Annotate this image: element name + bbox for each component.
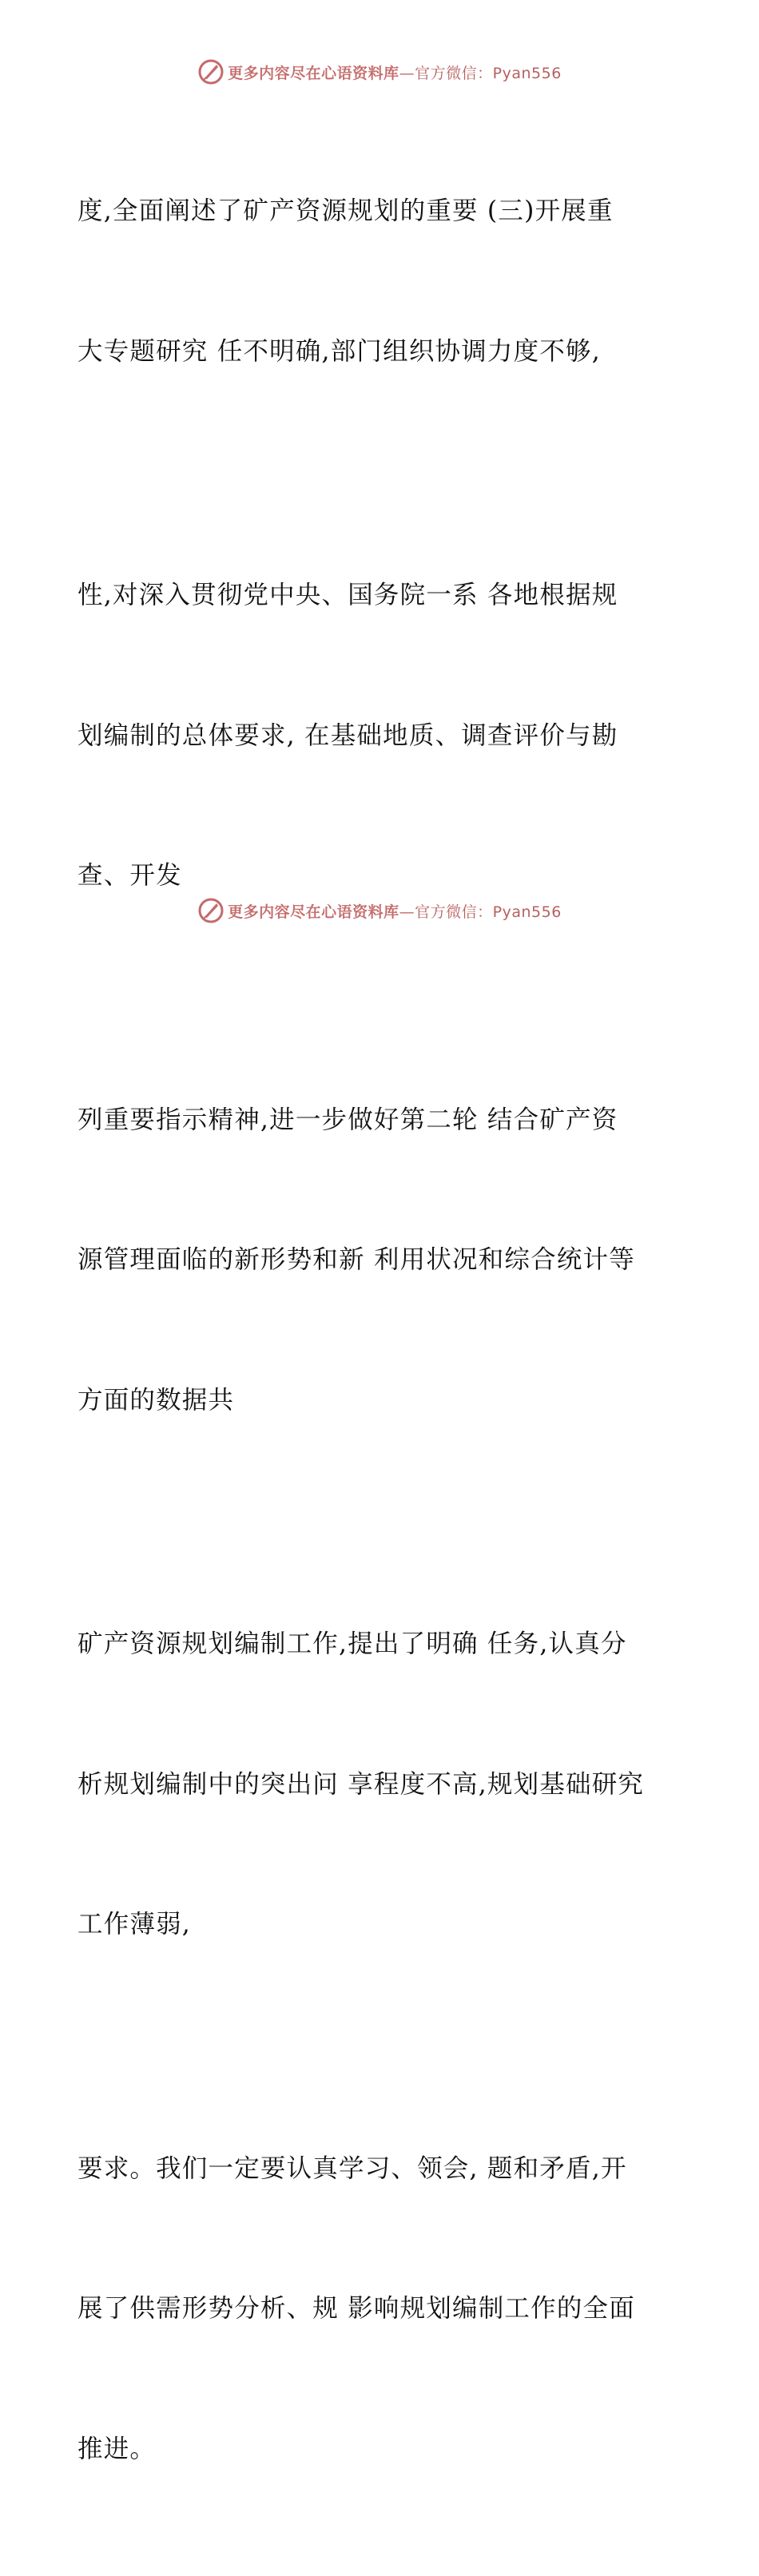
text-line: 度,全面阐述了矿产资源规划的重要 (三)开展重 bbox=[77, 196, 614, 225]
quill-logo-icon bbox=[197, 58, 225, 85]
paragraph bbox=[77, 94, 685, 468]
paragraph bbox=[77, 2052, 685, 2566]
paragraph bbox=[77, 1003, 685, 1518]
text-line: 展了供需形势分析、规 影响规划编制工作的全面 bbox=[77, 2294, 635, 2323]
text-line: 矿产资源规划编制工作,提出了明确 任务,认真分 bbox=[77, 1629, 627, 1658]
footer-site-text: 更多内容尽在心语资料库 bbox=[228, 903, 399, 921]
text-line: 性,对深入贯彻党中央、国务院一系 各地根据规 bbox=[77, 581, 618, 609]
text-line: 源管理面临的新形势和新 利用状况和综合统计等 bbox=[77, 1245, 635, 1274]
document-body bbox=[77, 94, 685, 2576]
text-line: 划编制的总体要求, 在基础地质、调查评价与勘 bbox=[77, 720, 618, 750]
header-wechat-text: 官方微信：Pyan556 bbox=[415, 64, 562, 82]
footer-banner bbox=[0, 895, 759, 927]
text-line: 析规划编制中的突出问 享程度不高,规划基础研究 bbox=[77, 1769, 645, 1799]
text-line: 列重要指示精神,进一步做好第二轮 结合矿产资 bbox=[77, 1105, 618, 1134]
header-watermark-text bbox=[228, 62, 562, 83]
text-line: 大专题研究 任不明确,部门组织协调力度不够, bbox=[77, 336, 601, 366]
footer-dash: — bbox=[399, 903, 415, 921]
text-line: 查、开发 bbox=[77, 861, 182, 890]
footer-watermark-text bbox=[228, 900, 562, 922]
header-site-text: 更多内容尽在心语资料库 bbox=[228, 64, 399, 82]
paragraph bbox=[77, 1527, 685, 2042]
header-banner bbox=[0, 56, 759, 88]
text-line: 方面的数据共 bbox=[77, 1385, 235, 1415]
text-line: 推进。 bbox=[77, 2434, 157, 2463]
footer-wechat-text: 官方微信：Pyan556 bbox=[415, 903, 562, 921]
quill-logo-icon bbox=[197, 897, 225, 924]
header-dash: — bbox=[399, 64, 415, 82]
text-line: 工作薄弱, bbox=[77, 1910, 192, 1939]
text-line: 要求。我们一定要认真学习、领会, 题和矛盾,开 bbox=[77, 2153, 627, 2183]
